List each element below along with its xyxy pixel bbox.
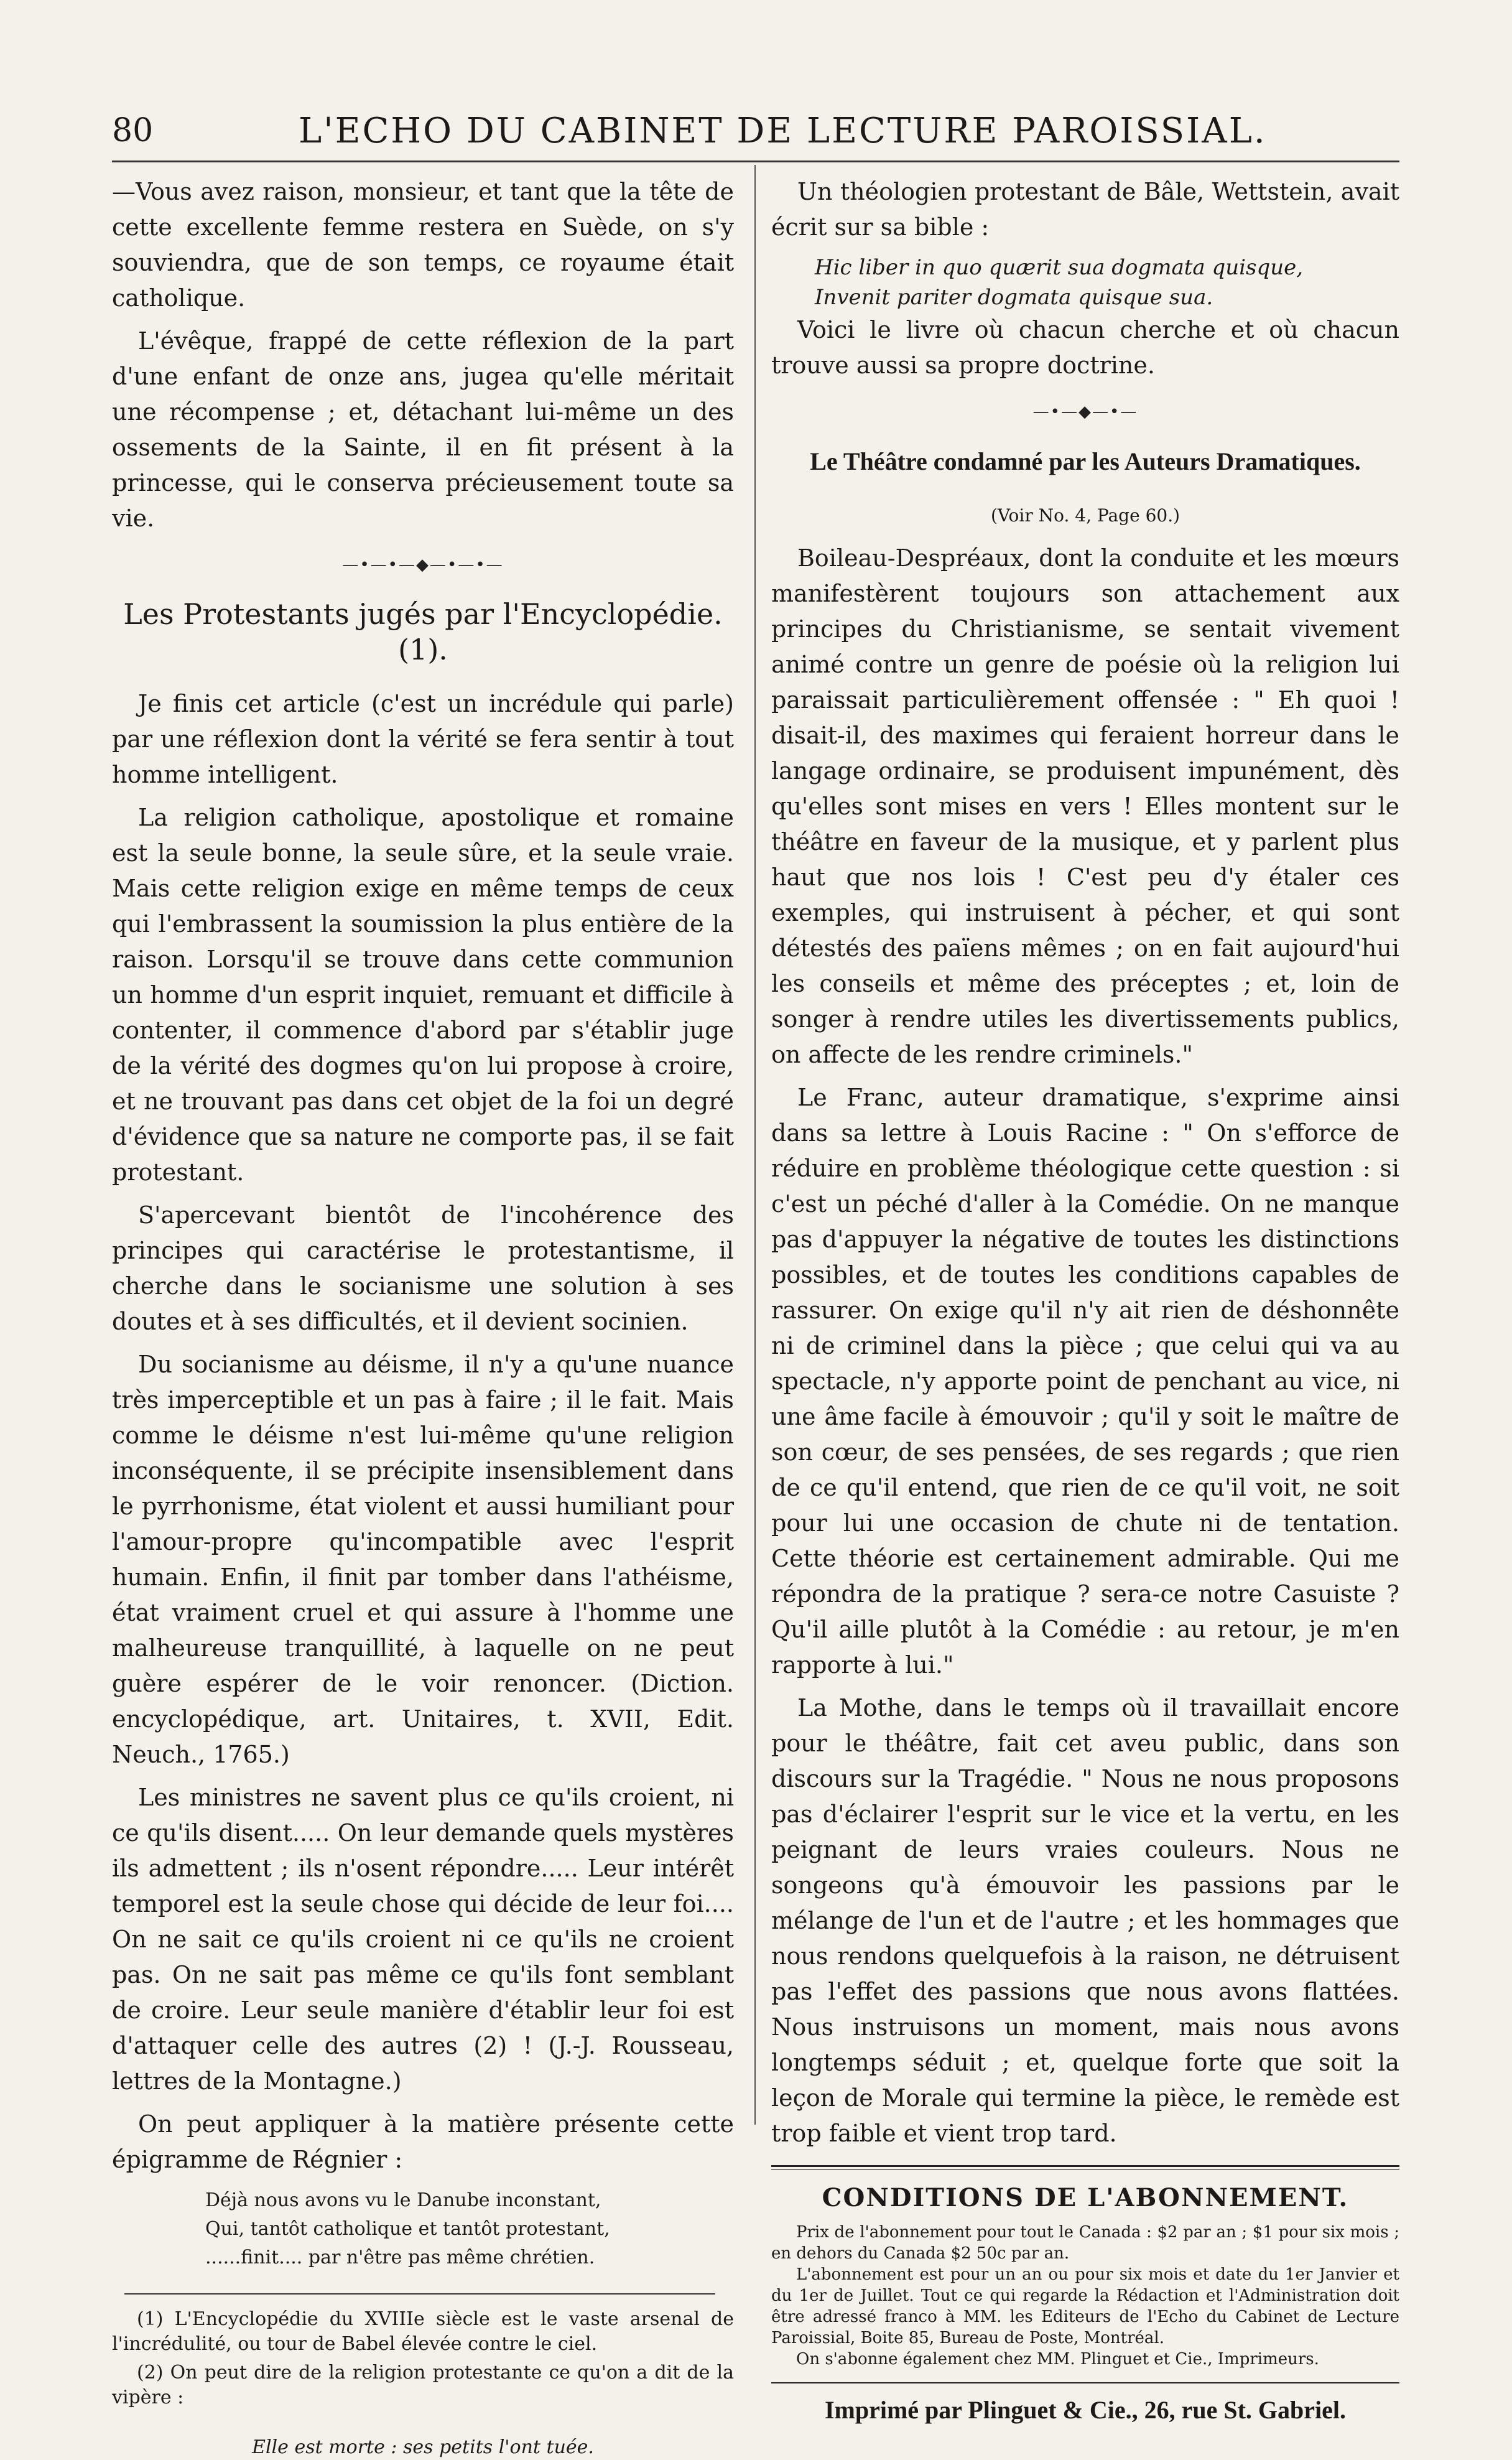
conditions-paragraph: Prix de l'abonnement pour tout le Canada : $2 par an ; $1 pour six mois ; en dehors du Canada $2 50c par an. bbox=[771, 2223, 1399, 2263]
footnotes bbox=[112, 2307, 734, 2460]
section-title: Les Protestants jugés par l'Encyclopédie. (1). bbox=[123, 597, 723, 666]
latin-quote bbox=[771, 253, 1399, 312]
paragraph: La Mothe, dans le temps où il travaillait encore pour le théâtre, fait cet aveu public, dans son discours sur la Tragédie. " Nous ne nous proposons pas d'éclairer l'esprit sur le vice et la vertu, en les peignant de leurs vraies couleurs. Nous ne songeons qu'à émouvoir les passions par le mélange de l'un et de l'autre ; et les hommages que nous rendons quelquefois à la raison, ne détruisent pas l'effet des passions que nous avons flattées. Nous instruisons un moment, mais nous avons longtemps séduit ; et, quelque forte que soit la leçon de Morale qui termine la pièce, le remède est trop faible et vient trop tard. bbox=[771, 1694, 1399, 2147]
printer-imprint: Imprimé par Plinguet & Cie., 26, rue St. Gabriel. bbox=[824, 2396, 1347, 2424]
left-column bbox=[112, 174, 734, 2460]
verse-line: Déjà nous avons vu le Danube inconstant, bbox=[205, 2189, 601, 2211]
section-title: Le Théâtre condamné par les Auteurs Dramatiques. bbox=[810, 447, 1361, 475]
paragraph: Du socianisme au déisme, il n'y a qu'une nuance très imperceptible et un pas à faire ; il le fait. Mais comme le déisme n'est lui-même qu'une religion inconséquente, il se précipite insensiblement dans le pyrrhonisme, état violent et aussi humiliant pour l'amour-propre qu'incompatible avec l'esprit humain. Enfin, il finit par tomber dans l'athéisme, état vraiment cruel et qui assure à l'homme une malheureuse tranquillité, à laquelle on ne peut guère espérer de le voir renoncer. (Diction. encyclopédique, art. Unitaires, t. XVII, Edit. Neuch., 1765.) bbox=[112, 1351, 734, 1768]
conditions-title: CONDITIONS DE L'ABONNEMENT. bbox=[822, 2183, 1349, 2212]
journal-title: L'ECHO DU CABINET DE LECTURE PAROISSIAL. bbox=[299, 110, 1267, 151]
paragraph: Boileau-Despréaux, dont la conduite et les mœurs manifestèrent toujours son attachement aux principes du Christianisme, se sentait vivement animé contre un genre de poésie où la religion lui paraissait particulièrement offensée : " Eh quoi ! disait-il, des maximes qui feraient horreur dans le langage ordinaire, se produisent impunément, dès qu'elles sont mises en vers ! Elles montent sur le théâtre en faveur de la musique, et y parlent plus haut que nos lois ! C'est peu d'y étaler ces exemples, qui instruisent à pécher, et qui sont détestés des païens mêmes ; on en fait aujourd'hui les conseils et même des préceptes ; et, loin de songer à rendre utiles les divertissements publics, on affecte de les rendre criminels." bbox=[771, 544, 1399, 1068]
latin-line: Hic liber in quo quærit sua dogmata quisque, bbox=[815, 255, 1304, 280]
header-rule bbox=[112, 161, 1399, 162]
reference-note: (Voir No. 4, Page 60.) bbox=[990, 505, 1180, 526]
paragraph: Je finis cet article (c'est un incrédule qui parle) par une réflexion dont la vérité se fera sentir à tout homme intelligent. bbox=[112, 690, 734, 788]
paragraph: —Vous avez raison, monsieur, et tant que la tête de cette excellente femme restera en Suède, on s'y souviendra, que de son temps, ce royaume était catholique. bbox=[112, 178, 734, 312]
footnote-rule bbox=[124, 2293, 715, 2295]
ornament-divider: —•—◆—•— bbox=[1032, 403, 1138, 421]
footnote-quote: Elle est morte : ses petits l'ont tuée. bbox=[252, 2436, 594, 2458]
paragraph: Un théologien protestant de Bâle, Wettstein, avait écrit sur sa bible : bbox=[771, 178, 1399, 241]
subscription-conditions bbox=[771, 2222, 1399, 2370]
verse-line: Qui, tantôt catholique et tantôt protestant, bbox=[205, 2218, 610, 2240]
imprint-rule bbox=[771, 2382, 1399, 2383]
epigram-verse bbox=[205, 2186, 734, 2272]
paragraph: Les ministres ne savent plus ce qu'ils croient, ni ce qu'ils disent..... On leur demande quels mystères ils admettent ; ils n'osent répondre..... Leur intérêt temporel est la seule chose qui décide de leur foi.... On ne sait ce qu'ils croient ni ce qu'ils ne croient pas. On ne sait pas même ce qu'ils font semblant de croire. Leur seule manière d'établir leur foi est d'attaquer celle des autres (2) ! (J.-J. Rousseau, lettres de la Montagne.) bbox=[112, 1784, 734, 2095]
ornament-divider: —•—•—◆—•—•— bbox=[342, 556, 504, 574]
conditions-paragraph: L'abonnement est pour un an ou pour six mois et date du 1er Janvier et du 1er de Juillet. Tout ce qui regarde la Rédaction et l'Administration doit être adressé franco à MM. les Editeurs de l'Echo du Cabinet de Lecture Paroissial, Boite 85, Bureau de Poste, Montréal. bbox=[771, 2265, 1399, 2347]
page-header bbox=[112, 106, 1406, 156]
paragraph: La religion catholique, apostolique et romaine est la seule bonne, la seule sûre, et la seule vraie. Mais cette religion exige en même temps de ceux qui l'embrassent la soumission la plus entière de la raison. Lorsqu'il se trouve dans cette communion un homme d'un esprit inquiet, remuant et difficile à contenter, il commence d'abord par s'établir juge de la vérité des dogmes qu'on lui propose à croire, et ne trouvant pas dans cet objet de la foi un degré d'évidence que sa nature ne comporte pas, il se fait protestant. bbox=[112, 804, 734, 1186]
paragraph: Le Franc, auteur dramatique, s'exprime ainsi dans sa lettre à Louis Racine : " On s'efforce de réduire en problème théologique cette question : si c'est un péché d'aller à la Comédie. On ne manque pas d'appuyer la négative de toutes les distinctions possibles, et de toutes les conditions capables de rassurer. On exige qu'il n'y ait rien de déshonnête ni de criminel dans la pièce ; que celui qui va au spectacle, n'y apporte point de penchant au vice, ni une âme facile à émouvoir ; qu'il y soit le maître de son cœur, de ses pensées, de ses regards ; que rien de ce qu'il entend, que rien de ce qu'il voit, ne soit pour lui une occasion de chute ni de tentation. Cette théorie est certainement admirable. Qui me répondra de la pratique ? sera-ce notre Casuiste ? Qu'il aille plutôt à la Comédie : au retour, je m'en rapporte à lui." bbox=[771, 1084, 1399, 1679]
verse-line: ......finit.... par n'être pas même chrétien. bbox=[205, 2247, 595, 2268]
conditions-paragraph: On s'abonne également chez MM. Plinguet et Cie., Imprimeurs. bbox=[796, 2350, 1319, 2369]
latin-line: Invenit pariter dogmata quisque sua. bbox=[815, 285, 1213, 310]
column-divider bbox=[754, 165, 756, 2125]
right-column bbox=[771, 174, 1399, 2428]
double-rule bbox=[771, 2165, 1399, 2170]
footnote: (1) L'Encyclopédie du XVIIIe siècle est le vaste arsenal de l'incrédulité, ou tour de Babel élevée contre le ciel. bbox=[112, 2308, 734, 2355]
paragraph: S'apercevant bientôt de l'incohérence des principes qui caractérise le protestantisme, il cherche dans le socianisme une solution à ses doutes et à ses difficultés, et il devient socinien. bbox=[112, 1201, 734, 1335]
paragraph: Voici le livre où chacun cherche et où chacun trouve aussi sa propre doctrine. bbox=[771, 316, 1399, 379]
page-number: 80 bbox=[112, 112, 154, 149]
paragraph: On peut appliquer à la matière présente cette épigramme de Régnier : bbox=[112, 2110, 734, 2173]
paragraph: L'évêque, frappé de cette réflexion de la part d'une enfant de onze ans, jugea qu'elle méritait une récompense ; et, détachant lui-même un des ossements de la Sainte, il en fit présent à la princesse, qui le conserva précieusement toute sa vie. bbox=[112, 327, 734, 532]
footnote: (2) On peut dire de la religion protestante ce qu'on a dit de la vipère : bbox=[112, 2362, 734, 2408]
